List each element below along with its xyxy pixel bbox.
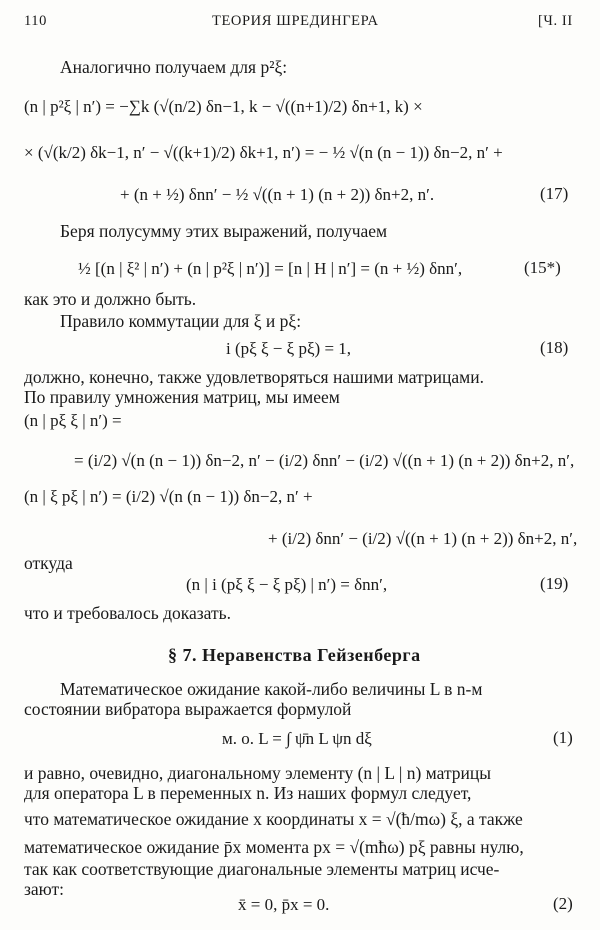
text-line: для оператора L в переменных n. Из наших формул следует, xyxy=(24,783,472,803)
equation-line: (n | pξ ξ | n′) = xyxy=(24,411,122,430)
section-heading: § 7. Неравенства Гейзенберга xyxy=(168,645,421,665)
equation-line: × (√(k/2) δk−1, n′ − √((k+1)/2) δk+1, n′) = − ½ √(n (n − 1)) δn−2, n′ + xyxy=(24,143,503,162)
equation-line: (n | ξ pξ | n′) = (i/2) √(n (n − 1)) δn−2, n′ + xyxy=(24,487,313,506)
equation-line: м. о. L = ∫ ψ̄n L ψn dξ xyxy=(222,729,372,748)
text-line: должно, конечно, также удовлетворяться нашими матрицами. xyxy=(24,367,484,387)
equation-line: (n | p²ξ | n′) = −∑k (√(n/2) δn−1, k − √((n+1)/2) δn+1, k) × xyxy=(24,97,423,116)
equation-line: i (pξ ξ − ξ pξ) = 1, xyxy=(226,339,352,358)
equation-number: (1) xyxy=(553,728,573,747)
text-line: Математическое ожидание какой-либо величины L в n-м xyxy=(60,679,483,699)
equation-number: (17) xyxy=(540,184,569,203)
running-title: ТЕОРИЯ ШРЕДИНГЕРА xyxy=(212,13,379,29)
text-line: откуда xyxy=(24,553,73,573)
text-line: Беря полусумму этих выражений, получаем xyxy=(60,221,388,241)
equation-line: x̄ = 0, p̄x = 0. xyxy=(238,895,330,914)
page-number: 110 xyxy=(24,13,48,29)
equation-number: (19) xyxy=(540,574,569,593)
text-line: зают: xyxy=(24,879,65,899)
equation-number: (15*) xyxy=(524,258,561,277)
text-line: что математическое ожидание x координаты x = √(ħ/mω) ξ, а также xyxy=(24,809,523,829)
text-line: Аналогично получаем для p²ξ: xyxy=(60,57,288,77)
equation-line: = (i/2) √(n (n − 1)) δn−2, n′ − (i/2) δnn′ − (i/2) √((n + 1) (n + 2)) δn+2, n′, xyxy=(74,451,575,470)
text-line: что и требовалось доказать. xyxy=(24,603,232,623)
equation-line: + (n + ½) δnn′ − ½ √((n + 1) (n + 2)) δn+2, n′. xyxy=(120,185,435,204)
text-line: как это и должно быть. xyxy=(24,289,197,309)
equation-line: ½ [(n | ξ² | n′) + (n | p²ξ | n′)] = [n | H | n′] = (n + ½) δnn′, xyxy=(78,259,463,278)
text-line: и равно, очевидно, диагональному элементу (n | L | n) матрицы xyxy=(24,763,492,783)
equation-line: + (i/2) δnn′ − (i/2) √((n + 1) (n + 2)) δn+2, n′, xyxy=(268,529,578,548)
text-line: По правилу умножения матриц, мы имеем xyxy=(24,387,340,407)
equation-line: (n | i (pξ ξ − ξ pξ) | n′) = δnn′, xyxy=(186,575,388,594)
chapter-marker: [Ч. II xyxy=(538,13,573,29)
text-line: так как соответствующие диагональные элементы матриц исче- xyxy=(24,859,500,879)
text-line: Правило коммутации для ξ и pξ: xyxy=(60,311,302,331)
text-line: состоянии вибратора выражается формулой xyxy=(24,699,352,719)
equation-number: (2) xyxy=(553,894,573,913)
text-line: математическое ожидание p̄x момента px = √(mħω) pξ равны нулю, xyxy=(24,837,524,857)
equation-number: (18) xyxy=(540,338,569,357)
